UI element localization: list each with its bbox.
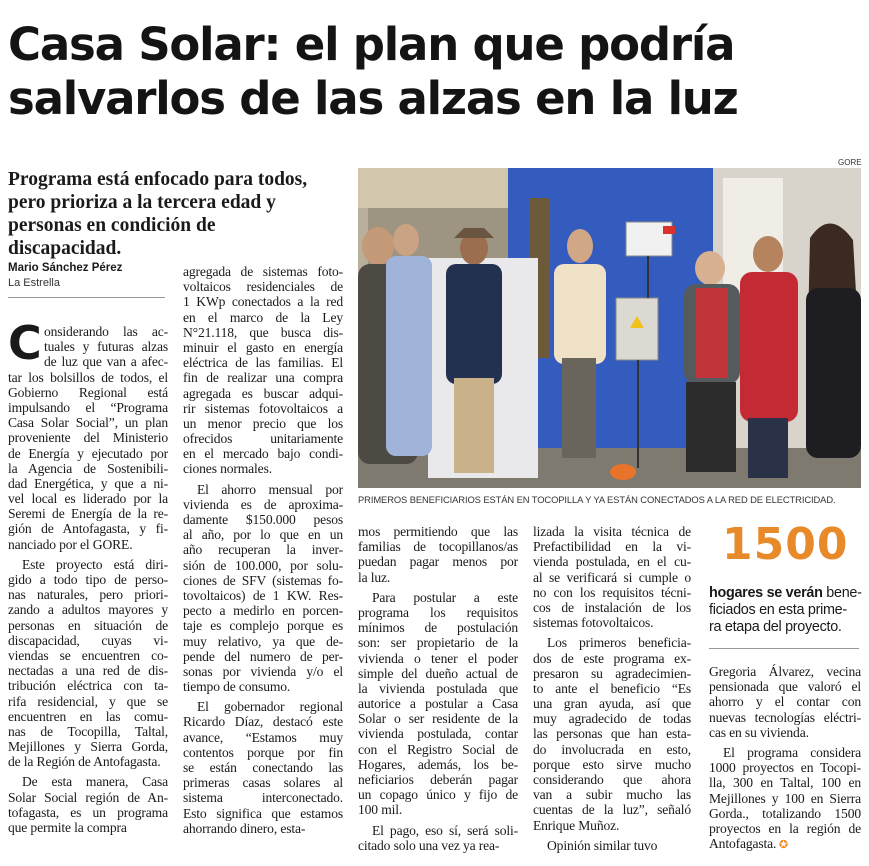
photo-illustration [358, 168, 861, 488]
article-text-line: simple del dueño actual de [358, 665, 518, 681]
article-text-line: las personas que han esta- [533, 726, 691, 742]
article-text-line: van a subir mucho las [533, 787, 691, 803]
stat-line-1-rest: bene- [822, 585, 862, 601]
article-text-line: agregada de sistemas foto- [183, 264, 343, 279]
article-text-line: año recuperan la inver- [183, 542, 343, 558]
article-text-line: encuentren en las comu- [8, 708, 168, 724]
article-text-line: pensionada que valoró el [709, 679, 861, 695]
article-text-line: muy relativo, ya que de- [183, 633, 343, 649]
article-text-line: damente $150.000 pesos [183, 512, 343, 527]
article-text-line: Mejillones y 100 en Sierra [709, 790, 861, 806]
article-text-line: citado solo una vez ya rea- [358, 837, 500, 853]
article-text-line: El gobernador regional [197, 699, 343, 715]
article-subhead [8, 168, 338, 260]
article-headline [8, 18, 863, 126]
article-text-line: de la Región de Antofagasta. [8, 754, 161, 770]
article-text-line: la Agencia de Sostenibili- [8, 460, 168, 476]
article-text-line: sistemas fotovoltaicos. [533, 615, 654, 631]
end-of-article-icon: ✪ [776, 839, 788, 852]
article-text-line: Gorda., totalizando 1500 [709, 805, 861, 821]
article-text-line: cos de instalación de los [533, 599, 691, 615]
article-text-line: en el marco de la Ley [183, 309, 343, 325]
stat-line-1-bold: hogares se verán [709, 585, 823, 601]
article-text-line: familias de tocopillanos/as [358, 539, 518, 555]
article-text-line: tuales y futuras alzas [44, 339, 168, 355]
article-text-line: eléctrica de las familias. El [183, 355, 343, 371]
article-column-3 [358, 524, 518, 853]
article-text-line: impulsando el “Programa [8, 399, 168, 415]
article-text-line: Casa Solar Social”, un plan [8, 415, 168, 431]
article-text-line: programa los requisitos [358, 604, 518, 620]
article-text-line: Solar Social región de An- [8, 789, 168, 805]
article-text-line: un menor precio que los [183, 415, 343, 431]
article-text-line: la luz. [358, 569, 391, 585]
article-text-line: zando a adultos mayores y [8, 602, 168, 618]
article-text-line: ciones normales. [183, 461, 272, 477]
article-text-line: con el Registro Social de [358, 741, 518, 757]
article-text-line: dos de este programa ex- [533, 650, 691, 666]
article-text-line: dad Energética, y que a ni- [8, 475, 168, 491]
article-text-line: Opinión similar tuvo [547, 837, 658, 853]
byline-outlet: La Estrella [8, 277, 60, 289]
article-text-line: rifa residencial, y que se [8, 693, 168, 709]
article-text-line: tovoltaicos) de 1 KW. Res- [183, 587, 343, 603]
article-text-line: voltaicos residenciales de [183, 279, 343, 295]
article-text-line: Para postular a este [372, 589, 518, 605]
article-text-line: la vivienda postulada que [358, 680, 518, 696]
article-text-line: De esta manera, Casa [22, 774, 168, 790]
article-text-line: gido a todo tipo de perso- [8, 572, 168, 587]
article-column-5 [709, 664, 861, 851]
article-text-line: vienda postulada, en el cu- [533, 554, 691, 570]
article-text-line: autorice a postular a Casa [358, 696, 518, 712]
article-text-line: tiempo de consumo. [183, 679, 291, 695]
article-text-line: no con los requisitos técni- [533, 584, 691, 600]
article-text-line: 1000 proyectos en Tocopi- [709, 760, 861, 776]
article-text-line: Solar o ser residente de la [358, 711, 518, 727]
article-text-line: Este proyecto está diri- [22, 556, 168, 572]
article-text-line: Esto significa que estamos [183, 805, 343, 821]
article-photo [358, 168, 861, 488]
article-text-line: Prefactibilidad en la vi- [533, 539, 691, 555]
article-column-2 [183, 264, 343, 836]
article-text-line: El ahorro mensual por [197, 481, 343, 497]
article-text-line: tofagasta, es un programa [8, 804, 168, 820]
article-text-line: gión de Antofagasta, y fi- [8, 521, 168, 537]
photo-caption: PRIMEROS BENEFICIARIOS ESTÁN EN TOCOPILLA Y YA ESTÁN CONECTADOS A LA RED DE ELECTRICIDAD. [358, 494, 836, 505]
byline-divider [8, 297, 165, 298]
article-text-line: se están conectando las [183, 760, 343, 775]
article-text-line: nectadas a una red de dis- [8, 663, 168, 679]
article-text-line: Antofagasta. ✪ [709, 836, 788, 852]
article-text-line: 1 KWp conectados a la red [183, 294, 343, 310]
article-text-line: nas de Tocopilla, Taltal, [8, 723, 168, 739]
article-text-line: pende del numero de per- [183, 648, 343, 664]
stat-description [709, 585, 862, 636]
article-text-line: ciones de SFV (sistemas fo- [183, 572, 343, 588]
article-text-line: nuevas tecnologías eléctri- [709, 709, 861, 725]
article-text-line: El pago, eso sí, será soli- [372, 822, 518, 838]
article-text-line: son: ser propietario de la [358, 635, 518, 651]
photo-credit: GORE [838, 158, 862, 167]
stat-number: 1500 [722, 519, 849, 570]
article-text-line: proyectos en la región de [709, 820, 861, 836]
article-text-line: al año, por lo que en un [183, 527, 343, 543]
article-text-line: vel local es liderado por la [8, 491, 168, 507]
subhead-line: pero prioriza a la tercera edad y [8, 192, 276, 213]
article-text-line: de Energía y ejecutado por [8, 445, 168, 461]
article-text-line: que permite la compra [8, 820, 127, 835]
article-text-line: mínimos de postulación [358, 620, 518, 636]
article-text-line: porque esto sirve mucho [533, 756, 691, 772]
article-text-line: pecto a medirlo en porcen- [183, 603, 343, 619]
article-text-line: Gobierno Regional está [8, 384, 168, 400]
article-text-line: N°21.118, que busca dis- [183, 324, 343, 340]
article-text-line: rir sistemas fotovoltaicos a [183, 400, 343, 416]
column-1-text [8, 316, 168, 835]
subhead-line: discapacidad. [8, 238, 122, 259]
article-text-line: neficiarios deberán pagar [358, 772, 518, 787]
article-text-line: vivienda postulada, contar [358, 726, 518, 742]
article-text-line: mos permitiendo que las [358, 524, 518, 539]
article-text-line: Enrique Muñoz. [533, 817, 620, 833]
article-text-line: vivienda es de aproxima- [183, 496, 343, 512]
article-text-line: muy agradecido de todas [533, 711, 691, 727]
article-text-line: considerando que ahora [533, 772, 691, 787]
article-text-line: ahorrando dinero, esta- [183, 820, 306, 836]
article-text-line: Ricardo Díaz, destacó este [183, 714, 343, 730]
article-text-line: do involucrada en esto, [533, 741, 691, 757]
byline-author: Mario Sánchez Pérez [8, 262, 123, 274]
article-text-line: avance, “Estamos muy [183, 729, 343, 745]
article-text-line: ahorro y el contar con [709, 694, 861, 710]
article-text-line: en el mercado bajo condi- [183, 446, 343, 462]
article-text-line: lla, 300 en Taltal, 100 en [709, 775, 861, 791]
article-text-line: una gran ayuda, así que [533, 696, 691, 712]
article-text-line: proveniente del Ministerio [8, 430, 168, 446]
article-text-line: nanciado por el GORE. [8, 536, 133, 552]
article-text-line: minuir el gasto en energía [183, 339, 343, 355]
drop-cap-letter: C [8, 316, 42, 370]
headline-line-1: Casa Solar: el plan que podría [8, 18, 735, 71]
article-text-line: nas naturales, pero priori- [8, 587, 168, 603]
stat-line-1 [709, 585, 862, 602]
article-text-line: sonas por vivienda y/o el [183, 663, 343, 679]
article-text-line: to ante el beneficio “Es [533, 680, 691, 696]
article-text-line: puedan pagar menos por [358, 554, 518, 570]
article-text-line: fin de realizar una compra [183, 370, 343, 386]
article-text-line: presaron su agradecimien- [533, 665, 691, 681]
article-text-line: sión de 100.000, por solu- [183, 557, 343, 573]
article-text-line: tar los bolsillos de todos, el [8, 369, 168, 385]
article-text-line: cuentas de la luz”, señaló [533, 802, 691, 818]
article-text-line: Los primeros beneficia- [547, 635, 691, 651]
article-text-line: Mejillones y Sierra Gorda, [8, 739, 168, 755]
article-text-line: onsiderando las ac- [44, 324, 168, 339]
article-text-line: de luz que van a afec- [44, 354, 168, 370]
article-text-line: primeras casas solares al [183, 775, 343, 791]
article-text-line: Gregoria Álvarez, vecina [709, 664, 861, 679]
article-text-line: tribución eléctrica con ta- [8, 678, 168, 694]
subhead-line: Programa está enfocado para todos, [8, 169, 308, 190]
stat-divider [709, 648, 859, 649]
headline-line-2: salvarlos de las alzas en la luz [8, 72, 738, 125]
subhead-line: personas en condición de [8, 215, 216, 236]
article-text-line: al se verificará si cumple o [533, 569, 691, 585]
article-text-line: sistema interconectado. [183, 790, 343, 806]
article-text-line: agregada es buscar adqui- [183, 385, 343, 401]
article-text-line: personas en situación de [8, 617, 168, 633]
article-text-line: ofrecidos unitariamente [183, 431, 343, 447]
article-text-line: viendas se encuentren co- [8, 647, 168, 663]
article-text-line: taje es complejo porque es [183, 618, 343, 634]
stat-line-2: ficiados en esta prime- [709, 602, 847, 618]
article-text-line: contentos porque por fin [183, 744, 343, 760]
article-text-line: lizada la visita técnica de [533, 524, 691, 539]
article-text-line: 100 mil. [358, 802, 403, 818]
article-text-line: Hogares, además, los be- [358, 756, 518, 772]
article-text-line: vivienda o tener el poder [358, 650, 518, 666]
stat-line-3: ra etapa del proyecto. [709, 619, 842, 635]
article-text-line: cas en su vivienda. [709, 724, 809, 740]
article-text-line: Seremi de Energía de la re- [8, 506, 168, 522]
article-text-line: discapacidad, cuyas vi- [8, 632, 168, 648]
article-column-4 [533, 524, 691, 853]
article-text-line: El programa considera [723, 744, 861, 760]
article-text-line: un copago único y fijo de [358, 787, 518, 803]
